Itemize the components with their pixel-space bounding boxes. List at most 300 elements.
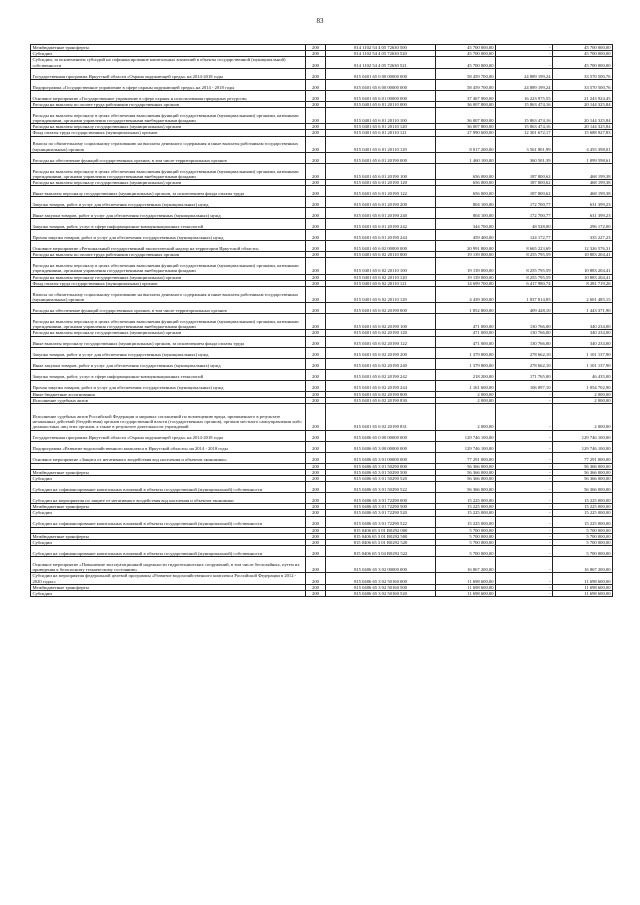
row-name-cell: Расходы на выплаты персоналу государственных (муниципальных) органов: [31, 330, 306, 336]
row-line-code-cell: 200: [306, 152, 326, 163]
row-executed-amount-cell: -: [496, 573, 553, 584]
row-executed-amount-cell: -: [496, 527, 553, 533]
row-unexecuted-amount-cell: 468 199,38: [553, 186, 613, 197]
row-executed-amount-cell: -: [496, 452, 553, 463]
row-approved-amount-cell: 15 225 000,00: [436, 504, 496, 510]
row-approved-amount-cell: 58 459 700,00: [436, 68, 496, 79]
row-unexecuted-amount-cell: 468 199,38: [553, 179, 613, 185]
row-line-code-cell: 200: [306, 380, 326, 391]
row-line-code-cell: 200: [306, 397, 326, 403]
row-name-cell: Субсидии на софинансирование капитальных вложений в объекты государственной (муниципальной) собственности: [31, 546, 306, 557]
row-line-code-cell: 200: [306, 403, 326, 430]
table-row: [31, 358, 613, 369]
row-approved-amount-cell: 20 991 800,00: [436, 241, 496, 252]
row-line-code-cell: 200: [306, 557, 326, 573]
table-row: [31, 258, 613, 274]
row-line-code-cell: 200: [306, 197, 326, 208]
row-approved-amount-cell: 656 000,00: [436, 179, 496, 185]
row-approved-amount-cell: 1 852 800,00: [436, 303, 496, 314]
row-line-code-cell: 200: [306, 441, 326, 452]
row-unexecuted-amount-cell: 296 172,00: [553, 219, 613, 230]
table-row: [31, 108, 613, 124]
row-name-cell: Закупка товаров, работ и услуг для обеспечения государственных (муниципальных) нужд: [31, 347, 306, 358]
row-unexecuted-amount-cell: 56 366 000,00: [553, 475, 613, 481]
row-unexecuted-amount-cell: 468 199,38: [553, 163, 613, 179]
table-row: [31, 79, 613, 90]
row-executed-amount-cell: 172 700,77: [496, 208, 553, 219]
row-line-code-cell: 200: [306, 546, 326, 557]
row-budget-code-cell: 815 0406 65 3 01 R0292 500: [326, 533, 436, 539]
row-name-cell: Закупка товаров, работ, услуг в сфере информационно-коммуникационных технологий: [31, 219, 306, 230]
row-unexecuted-amount-cell: 15 225 000,00: [553, 493, 613, 504]
row-approved-amount-cell: 15 225 000,00: [436, 493, 496, 504]
row-line-code-cell: 200: [306, 504, 326, 510]
row-name-cell: Государственная программа Иркутской области «Охрана окружающей среды» на 2014-2018 годы: [31, 68, 306, 79]
table-row: [31, 152, 613, 163]
row-unexecuted-amount-cell: 340 234,00: [553, 336, 613, 347]
row-approved-amount-cell: 471 000,00: [436, 336, 496, 347]
table-row: [31, 369, 613, 380]
row-executed-amount-cell: -: [496, 469, 553, 475]
row-executed-amount-cell: 124 172,77: [496, 230, 553, 241]
row-executed-amount-cell: -: [496, 539, 553, 545]
table-row: [31, 314, 613, 330]
row-approved-amount-cell: 471 000,00: [436, 314, 496, 330]
row-budget-code-cell: 815 0401 65 6 01 20110 121: [326, 130, 436, 136]
row-budget-code-cell: 815 0401 65 6 01 20110 100: [326, 108, 436, 124]
table-row: [31, 219, 613, 230]
row-name-cell: Субсидии: [31, 51, 306, 57]
row-executed-amount-cell: 6 417 980,74: [496, 280, 553, 286]
row-approved-amount-cell: 77 291 000,00: [436, 452, 496, 463]
row-name-cell: Исполнение судебных актов: [31, 397, 306, 403]
row-budget-code-cell: 815 0401 65 6 02 20190 120: [326, 330, 436, 336]
row-name-cell: Субсидии на софинансирование капитальных вложений в объекты государственной (муниципальной) собственности: [31, 482, 306, 493]
row-name-cell: Подпрограмма «Развитие водохозяйственного комплекса в Иркутской области» на 2014 - 2018 годы: [31, 441, 306, 452]
row-executed-amount-cell: -: [496, 516, 553, 527]
row-executed-amount-cell: -: [496, 51, 553, 57]
row-executed-amount-cell: -: [496, 557, 553, 573]
table-row: [31, 403, 613, 430]
row-budget-code-cell: 815 0401 65 6 02 20190 242: [326, 369, 436, 380]
row-budget-code-cell: 814 1102 54 4 05 72630 520: [326, 51, 436, 57]
row-unexecuted-amount-cell: 46 435,00: [553, 369, 613, 380]
row-unexecuted-amount-cell: 20 144 325,84: [553, 108, 613, 124]
row-name-cell: Расходы на выплаты персоналу государственных (муниципальных) органов: [31, 274, 306, 280]
row-line-code-cell: 200: [306, 539, 326, 545]
row-approved-amount-cell: 19 139 000,00: [436, 258, 496, 274]
row-line-code-cell: 200: [306, 475, 326, 481]
row-line-code-cell: 200: [306, 45, 326, 51]
row-name-cell: Субсидии на мероприятия федеральной целевой программы «Развитие водохозяйственного комплекса Российской Федерации в 2012 - 2020 годах»: [31, 573, 306, 584]
row-unexecuted-amount-cell: 10 883 204,41: [553, 274, 613, 280]
row-budget-code-cell: 815 0401 65 6 01 20110 000: [326, 101, 436, 107]
row-name-cell: Расходы на выплаты персоналу государственных (муниципальных) органов: [31, 179, 306, 185]
row-approved-amount-cell: 5 700 000,00: [436, 539, 496, 545]
row-approved-amount-cell: 129 746 100,00: [436, 441, 496, 452]
row-approved-amount-cell: 1 460 100,00: [436, 152, 496, 163]
row-line-code-cell: 200: [306, 51, 326, 57]
row-line-code-cell: 200: [306, 108, 326, 124]
row-executed-amount-cell: -: [496, 57, 553, 68]
page-number: 83: [316, 17, 324, 25]
row-approved-amount-cell: 56 366 000,00: [436, 463, 496, 469]
row-line-code-cell: 200: [306, 369, 326, 380]
row-name-cell: Субсидии: [31, 475, 306, 481]
row-executed-amount-cell: -: [496, 510, 553, 516]
row-budget-code-cell: 815 0401 65 6 01 20190 100: [326, 163, 436, 179]
row-executed-amount-cell: -: [496, 546, 553, 557]
row-unexecuted-amount-cell: 20 144 325,84: [553, 124, 613, 130]
table-row: [31, 482, 613, 493]
row-unexecuted-amount-cell: 45 700 000,00: [553, 45, 613, 51]
table-row: [31, 380, 613, 391]
row-unexecuted-amount-cell: 2 601 485,15: [553, 286, 613, 302]
table-row: [31, 90, 613, 101]
row-budget-code-cell: 815 0401 65 6 01 20110 129: [326, 136, 436, 152]
row-name-cell: Межбюджетные трансферты: [31, 469, 306, 475]
row-budget-code-cell: 815 0406 65 3 01 72290 522: [326, 516, 436, 527]
row-approved-amount-cell: 36 007 800,00: [436, 124, 496, 130]
row-line-code-cell: 200: [306, 79, 326, 90]
row-executed-amount-cell: -: [496, 590, 553, 596]
row-budget-code-cell: 815 0401 65 6 01 20110 120: [326, 124, 436, 130]
row-line-code-cell: 200: [306, 516, 326, 527]
row-executed-amount-cell: -: [496, 584, 553, 590]
row-budget-code-cell: 815 0406 65 3 01 72290 520: [326, 510, 436, 516]
table-row: [31, 303, 613, 314]
row-budget-code-cell: 815 0406 65 3 01 50290 520: [326, 475, 436, 481]
row-budget-code-cell: 815 0406 65 3 01 R0292 000: [326, 527, 436, 533]
table-row: [31, 186, 613, 197]
row-budget-code-cell: 815 0406 65 3 02 00000 000: [326, 557, 436, 573]
row-approved-amount-cell: 1 379 800,00: [436, 358, 496, 369]
table-row: [31, 347, 613, 358]
table-row: [31, 546, 613, 557]
row-budget-code-cell: 815 0406 65 0 00 00000 000: [326, 430, 436, 441]
row-unexecuted-amount-cell: 33 570 500,76: [553, 79, 613, 90]
row-unexecuted-amount-cell: 340 234,00: [553, 330, 613, 336]
row-line-code-cell: 200: [306, 482, 326, 493]
row-name-cell: Взносы по обязательному социальному страхованию на выплаты денежного содержания и иные выплаты работникам государственных (муниципальных) органов: [31, 286, 306, 302]
table-row: [31, 230, 613, 241]
row-budget-code-cell: 815 0401 65 6 02 20190 800: [326, 391, 436, 397]
row-budget-code-cell: 815 0406 65 3 02 50160 000: [326, 573, 436, 584]
row-line-code-cell: 200: [306, 274, 326, 280]
table-row: [31, 286, 613, 302]
row-unexecuted-amount-cell: 45 700 000,00: [553, 51, 613, 57]
table-row: [31, 590, 613, 596]
row-unexecuted-amount-cell: 15 688 927,83: [553, 130, 613, 136]
row-budget-code-cell: 815 0406 65 3 02 50160 520: [326, 590, 436, 596]
row-name-cell: Иные бюджетные ассигнования: [31, 391, 306, 397]
row-approved-amount-cell: 459 400,00: [436, 230, 496, 241]
row-unexecuted-amount-cell: 15 225 000,00: [553, 516, 613, 527]
row-line-code-cell: 200: [306, 573, 326, 584]
budget-execution-table: [30, 44, 613, 597]
row-unexecuted-amount-cell: 11 698 600,00: [553, 573, 613, 584]
row-unexecuted-amount-cell: 56 366 000,00: [553, 482, 613, 493]
row-executed-amount-cell: 8 255 795,59: [496, 258, 553, 274]
row-unexecuted-amount-cell: 12 326 576,31: [553, 241, 613, 252]
row-budget-code-cell: 815 0401 65 6 01 20190 244: [326, 230, 436, 241]
row-budget-code-cell: 815 0406 65 3 02 50160 500: [326, 584, 436, 590]
row-name-cell: Межбюджетные трансферты: [31, 533, 306, 539]
row-name-cell: Расходы на обеспечение функций государственных органов, в том числе территориальных органов: [31, 152, 306, 163]
table-row: [31, 516, 613, 527]
row-line-code-cell: 200: [306, 57, 326, 68]
row-name-cell: Государственная программа Иркутской области «Охрана окружающей среды» на 2014-2018 годы: [31, 430, 306, 441]
row-unexecuted-amount-cell: 631 399,23: [553, 197, 613, 208]
row-executed-amount-cell: 8 665 223,69: [496, 241, 553, 252]
row-budget-code-cell: 815 0401 65 6 02 20190 831: [326, 403, 436, 430]
row-executed-amount-cell: 130 766,00: [496, 336, 553, 347]
table-row: [31, 430, 613, 441]
row-line-code-cell: 200: [306, 252, 326, 258]
row-approved-amount-cell: 36 007 800,00: [436, 101, 496, 107]
row-line-code-cell: 200: [306, 533, 326, 539]
row-name-cell: Основное мероприятие «Региональный государственный экологический надзор на территории Иркутской области»: [31, 241, 306, 252]
row-line-code-cell: 200: [306, 258, 326, 274]
row-executed-amount-cell: -: [496, 463, 553, 469]
row-executed-amount-cell: 24 889 199,24: [496, 68, 553, 79]
row-name-cell: Прочая закупка товаров, работ и услуг для обеспечения государственных (муниципальных) нужд: [31, 230, 306, 241]
row-approved-amount-cell: 2 000,00: [436, 397, 496, 403]
table-row: [31, 208, 613, 219]
row-executed-amount-cell: 1 837 814,85: [496, 286, 553, 302]
row-budget-code-cell: 815 0401 65 6 02 20190 122: [326, 336, 436, 347]
row-name-cell: Подпрограмма «Государственное управление в сфере охраны окружающей среды» на 2014 - 2018 годы: [31, 79, 306, 90]
row-line-code-cell: 200: [306, 493, 326, 504]
row-name-cell: Расходы на выплаты персоналу в целях обеспечения выполнения функций государственными (муниципальными) органами, казенными учреждениями, органами управления государственными внебюджетными фондами: [31, 163, 306, 179]
row-line-code-cell: 200: [306, 510, 326, 516]
row-executed-amount-cell: 24 889 199,24: [496, 79, 553, 90]
row-budget-code-cell: 815 0406 65 3 01 50290 522: [326, 482, 436, 493]
row-approved-amount-cell: 36 007 800,00: [436, 108, 496, 124]
row-budget-code-cell: 815 0401 65 6 02 20190 100: [326, 314, 436, 330]
row-name-cell: Межбюджетные трансферты: [31, 504, 306, 510]
row-unexecuted-amount-cell: 77 291 000,00: [553, 452, 613, 463]
row-unexecuted-amount-cell: 2 000,00: [553, 403, 613, 430]
row-unexecuted-amount-cell: 1 054 702,90: [553, 380, 613, 391]
row-line-code-cell: 200: [306, 336, 326, 347]
row-approved-amount-cell: 45 700 000,00: [436, 51, 496, 57]
row-approved-amount-cell: 11 698 600,00: [436, 584, 496, 590]
row-name-cell: Прочая закупка товаров, работ и услуг для обеспечения государственных (муниципальных) нужд: [31, 380, 306, 391]
row-executed-amount-cell: 106 897,10: [496, 380, 553, 391]
row-budget-code-cell: 815 0406 65 3 01 72290 500: [326, 504, 436, 510]
row-unexecuted-amount-cell: 5 700 000,00: [553, 546, 613, 557]
row-executed-amount-cell: 187 800,62: [496, 186, 553, 197]
table-row: [31, 57, 613, 68]
row-unexecuted-amount-cell: 45 700 000,00: [553, 57, 613, 68]
row-approved-amount-cell: 19 139 000,00: [436, 274, 496, 280]
row-approved-amount-cell: 129 746 100,00: [436, 430, 496, 441]
row-line-code-cell: 200: [306, 101, 326, 107]
row-unexecuted-amount-cell: 11 698 600,00: [553, 584, 613, 590]
row-line-code-cell: 200: [306, 124, 326, 130]
row-line-code-cell: 200: [306, 90, 326, 101]
row-line-code-cell: 200: [306, 230, 326, 241]
row-executed-amount-cell: 171 765,00: [496, 369, 553, 380]
row-approved-amount-cell: 45 700 000,00: [436, 45, 496, 51]
row-approved-amount-cell: 19 139 000,00: [436, 252, 496, 258]
row-budget-code-cell: 815 0401 65 6 01 20190 242: [326, 219, 436, 230]
row-line-code-cell: 200: [306, 68, 326, 79]
row-budget-code-cell: 815 0406 65 3 01 R0292 520: [326, 539, 436, 545]
row-approved-amount-cell: 15 225 000,00: [436, 510, 496, 516]
row-line-code-cell: 200: [306, 280, 326, 286]
row-approved-amount-cell: 58 459 700,00: [436, 79, 496, 90]
row-approved-amount-cell: 27 990 600,00: [436, 130, 496, 136]
row-executed-amount-cell: 409 428,10: [496, 303, 553, 314]
row-unexecuted-amount-cell: 1 443 371,90: [553, 303, 613, 314]
row-name-cell: Закупка товаров, работ и услуг для обеспечения государственных (муниципальных) нужд: [31, 197, 306, 208]
table-row: [31, 163, 613, 179]
row-unexecuted-amount-cell: 2 000,00: [553, 397, 613, 403]
row-approved-amount-cell: 5 700 000,00: [436, 527, 496, 533]
table-row: [31, 493, 613, 504]
row-name-cell: Расходы на выплаты персоналу государственных (муниципальных) органов: [31, 124, 306, 130]
row-approved-amount-cell: 218 200,00: [436, 369, 496, 380]
row-executed-amount-cell: 15 863 474,16: [496, 108, 553, 124]
row-approved-amount-cell: 45 700 000,00: [436, 57, 496, 68]
row-name-cell: Иные закупки товаров, работ и услуг для обеспечения государственных (муниципальных) нужд: [31, 358, 306, 369]
table-row: [31, 441, 613, 452]
row-unexecuted-amount-cell: 56 366 000,00: [553, 469, 613, 475]
row-approved-amount-cell: 1 379 800,00: [436, 347, 496, 358]
row-budget-code-cell: 815 0401 65 6 01 20190 120: [326, 179, 436, 185]
row-name-cell: Субсидии, за исключением субсидий на софинансирование капитальных вложений в объекты государственной (муниципальной) собственности: [31, 57, 306, 68]
row-name-cell: Расходы на выплаты по оплате труда работников государственных органов: [31, 101, 306, 107]
row-line-code-cell: 200: [306, 303, 326, 314]
row-line-code-cell: 200: [306, 186, 326, 197]
row-unexecuted-amount-cell: 129 746 100,00: [553, 441, 613, 452]
row-executed-amount-cell: 130 766,00: [496, 330, 553, 336]
row-budget-code-cell: 815 0401 65 6 01 20190 000: [326, 152, 436, 163]
row-name-cell: Фонд оплаты труда государственных (муниципальных) органов: [31, 130, 306, 136]
row-approved-amount-cell: 2 000,00: [436, 403, 496, 430]
row-name-cell: Взносы по обязательному социальному страхованию на выплаты денежного содержания и иные выплаты работникам государственных (муниципальных) органов: [31, 136, 306, 152]
row-executed-amount-cell: 187 800,62: [496, 163, 553, 179]
row-line-code-cell: 200: [306, 391, 326, 397]
row-budget-code-cell: 815 0401 65 6 01 20190 240: [326, 208, 436, 219]
row-name-cell: Основное мероприятие «Повышение эксплуатационной надежности гидротехнических сооружений, в том числе бесхозяйных, путем их приведения к безопасному техническому состоянию»: [31, 557, 306, 573]
row-executed-amount-cell: 16 223 975,55: [496, 90, 553, 101]
row-approved-amount-cell: 14 699 700,00: [436, 280, 496, 286]
row-line-code-cell: 200: [306, 314, 326, 330]
row-unexecuted-amount-cell: 1 101 137,90: [553, 358, 613, 369]
row-approved-amount-cell: 56 366 000,00: [436, 475, 496, 481]
row-approved-amount-cell: 344 700,00: [436, 219, 496, 230]
budget-table-container: [30, 44, 612, 597]
row-unexecuted-amount-cell: 10 883 204,41: [553, 258, 613, 274]
row-line-code-cell: 200: [306, 469, 326, 475]
row-executed-amount-cell: 278 662,10: [496, 358, 553, 369]
row-executed-amount-cell: 3 561 801,99: [496, 136, 553, 152]
row-budget-code-cell: 815 0406 65 3 01 00000 000: [326, 452, 436, 463]
row-budget-code-cell: 815 0401 65 6 02 20190 244: [326, 380, 436, 391]
row-line-code-cell: 200: [306, 208, 326, 219]
row-line-code-cell: 200: [306, 463, 326, 469]
row-executed-amount-cell: 360 501,39: [496, 152, 553, 163]
row-budget-code-cell: 815 0401 65 6 02 20190 200: [326, 347, 436, 358]
row-unexecuted-amount-cell: 340 234,00: [553, 314, 613, 330]
row-executed-amount-cell: -: [496, 403, 553, 430]
row-line-code-cell: 200: [306, 590, 326, 596]
row-executed-amount-cell: -: [496, 441, 553, 452]
table-row: [31, 241, 613, 252]
row-name-cell: Субсидии на мероприятия по защите от негативного воздействия вод населения и объектов экономики: [31, 493, 306, 504]
row-budget-code-cell: 815 0401 65 6 02 20110 129: [326, 286, 436, 302]
table-row: [31, 557, 613, 573]
row-approved-amount-cell: 37 467 900,00: [436, 90, 496, 101]
row-name-cell: Субсидии: [31, 590, 306, 596]
row-approved-amount-cell: 15 225 000,00: [436, 516, 496, 527]
row-budget-code-cell: 814 1102 54 4 05 72630 500: [326, 45, 436, 51]
row-budget-code-cell: 815 0401 65 6 02 00000 000: [326, 241, 436, 252]
row-line-code-cell: 200: [306, 130, 326, 136]
row-budget-code-cell: 815 0401 65 6 01 20190 200: [326, 197, 436, 208]
row-approved-amount-cell: 16 867 200,00: [436, 557, 496, 573]
row-approved-amount-cell: 471 000,00: [436, 330, 496, 336]
row-budget-code-cell: 815 0401 65 6 02 20110 120: [326, 274, 436, 280]
row-unexecuted-amount-cell: 16 867 200,00: [553, 557, 613, 573]
row-name-cell: Субсидии на софинансирование капитальных вложений в объекты государственной (муниципальной) собственности: [31, 516, 306, 527]
row-line-code-cell: 200: [306, 452, 326, 463]
row-budget-code-cell: 815 0401 65 6 00 00000 000: [326, 79, 436, 90]
table-row: [31, 336, 613, 347]
row-unexecuted-amount-cell: 335 227,23: [553, 230, 613, 241]
row-budget-code-cell: 815 0406 65 3 00 00000 000: [326, 441, 436, 452]
row-name-cell: Основное мероприятие «Государственное управление в сфере охраны и использования природных ресурсов»: [31, 90, 306, 101]
row-name-cell: Расходы на выплаты персоналу в целях обеспечения выполнения функций государственными (муниципальными) органами, казенными учреждениями, органами управления государственными внебюджетными фондами: [31, 258, 306, 274]
row-name-cell: Иные закупки товаров, работ и услуг для обеспечения государственных (муниципальных) нужд: [31, 208, 306, 219]
row-executed-amount-cell: -: [496, 533, 553, 539]
row-executed-amount-cell: 187 800,62: [496, 179, 553, 185]
row-unexecuted-amount-cell: 15 225 000,00: [553, 504, 613, 510]
row-executed-amount-cell: 8 255 795,59: [496, 274, 553, 280]
row-budget-code-cell: 815 0401 65 6 01 00000 000: [326, 90, 436, 101]
row-line-code-cell: 200: [306, 136, 326, 152]
row-name-cell: Иные выплаты персоналу государственных (муниципальных) органов, за исключением фонда оплаты труда: [31, 336, 306, 347]
row-line-code-cell: 200: [306, 358, 326, 369]
row-name-cell: Иные выплаты персоналу государственных (муниципальных) органов, за исключением фонда оплаты труда: [31, 186, 306, 197]
row-approved-amount-cell: 656 000,00: [436, 186, 496, 197]
row-budget-code-cell: 815 0406 65 3 04 R0292 522: [326, 546, 436, 557]
row-line-code-cell: 200: [306, 163, 326, 179]
row-line-code-cell: 200: [306, 286, 326, 302]
row-approved-amount-cell: 11 698 600,00: [436, 573, 496, 584]
row-unexecuted-amount-cell: 8 281 719,26: [553, 280, 613, 286]
row-executed-amount-cell: 15 863 474,16: [496, 101, 553, 107]
row-budget-code-cell: 815 0406 65 3 01 50290 500: [326, 469, 436, 475]
row-approved-amount-cell: 4 439 300,00: [436, 286, 496, 302]
row-unexecuted-amount-cell: 631 399,23: [553, 208, 613, 219]
row-unexecuted-amount-cell: 33 570 500,76: [553, 68, 613, 79]
row-line-code-cell: 200: [306, 330, 326, 336]
row-line-code-cell: 200: [306, 584, 326, 590]
row-unexecuted-amount-cell: 1 099 598,61: [553, 152, 613, 163]
budget-table-body: [31, 45, 613, 597]
row-executed-amount-cell: 8 255 795,59: [496, 252, 553, 258]
row-budget-code-cell: 815 0401 65 6 02 20110 100: [326, 258, 436, 274]
row-unexecuted-amount-cell: 129 746 100,00: [553, 430, 613, 441]
row-unexecuted-amount-cell: 2 000,00: [553, 391, 613, 397]
row-name-cell: Субсидии: [31, 510, 306, 516]
row-name-cell: Субсидии: [31, 539, 306, 545]
row-executed-amount-cell: -: [496, 397, 553, 403]
